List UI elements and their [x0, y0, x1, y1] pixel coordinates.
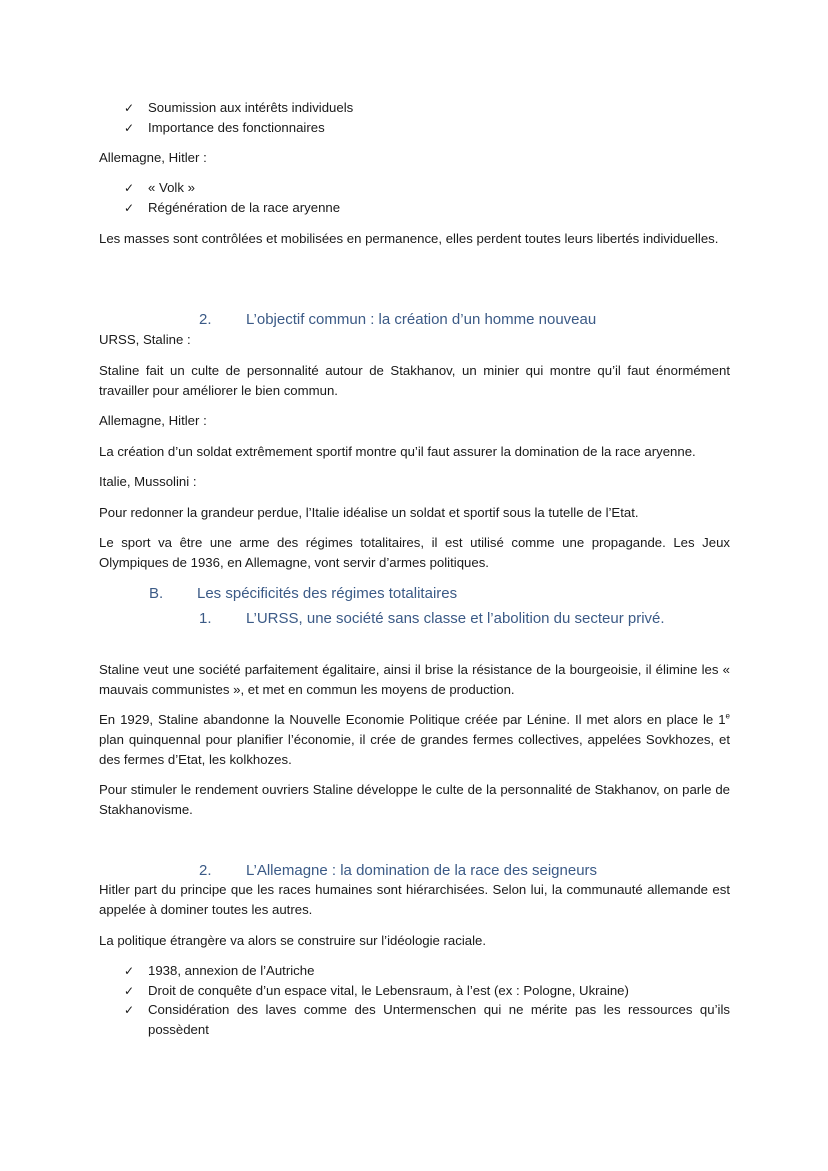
list-item-text: Importance des fonctionnaires	[148, 120, 325, 135]
paragraph-soldat: La création d’un soldat extrêmement sportif montre qu’il faut assurer la domination de la race aryenne.	[99, 444, 696, 459]
check-icon: ✓	[124, 181, 135, 195]
list-item-text: 1938, annexion de l’Autriche	[148, 963, 315, 978]
check-icon: ✓	[124, 101, 135, 115]
list-item-text: Droit de conquête d’un espace vital, le Lebensraum, à l’est (ex : Pologne, Ukraine)	[148, 983, 629, 998]
label-urss: URSS, Staline :	[99, 332, 191, 347]
list-item-text: Soumission aux intérêts individuels	[148, 100, 354, 115]
text: En 1929, Staline abandonne la Nouvelle Economie Politique créée par Lénine. Il met alors en place le 1	[99, 712, 726, 727]
paragraph-1929	[99, 710, 730, 770]
heading-title: L’Allemagne : la domination de la race des seigneurs	[246, 862, 598, 879]
paragraph-egalitaire: Staline veut une société parfaitement égalitaire, ainsi il brise la résistance de la bourgeoisie, il élimine les « mauvais communistes », et met en commun les moyens de production.	[99, 662, 730, 697]
paragraph-rendement: Pour stimuler le rendement ouvriers Staline développe le culte de la personnalité de Stakhanov, on parle de Stakhanovisme.	[99, 782, 730, 817]
paragraph-masses: Les masses sont contrôlées et mobilisées en permanence, elles perdent toutes leurs libertés individuelles.	[99, 231, 719, 246]
check-icon: ✓	[124, 201, 135, 215]
check-icon: ✓	[124, 1003, 135, 1017]
label-allemagne: Allemagne, Hitler :	[99, 150, 207, 165]
check-icon: ✓	[124, 121, 135, 135]
paragraph-politique: La politique étrangère va alors se construire sur l’idéologie raciale.	[99, 933, 487, 948]
heading-title: L’URSS, une société sans classe et l’abolition du secteur privé.	[246, 610, 665, 627]
list-item-text: Régénération de la race aryenne	[148, 200, 341, 215]
text: plan quinquennal pour planifier l’économie, il crée de grandes fermes collectives, appelées Sovkhozes, et des fermes d’Etat, les kolkhozes.	[99, 732, 730, 767]
list-item-text: Considération des laves comme des Untermenschen qui ne mérite pas les ressources qu’ils possèdent	[148, 1002, 730, 1037]
heading-number: 1.	[199, 610, 212, 627]
heading-title: L’objectif commun : la création d’un homme nouveau	[246, 311, 597, 328]
list-item-text: « Volk »	[148, 180, 195, 195]
check-icon: ✓	[124, 984, 135, 998]
superscript: e	[725, 711, 730, 721]
paragraph-stakhanov: Staline fait un culte de personnalité autour de Stakhanov, un minier qui montre qu’il faut énormément travailler pour améliorer le bien commun.	[99, 363, 730, 398]
label-allemagne: Allemagne, Hitler :	[99, 413, 207, 428]
paragraph-hitler: Hitler part du principe que les races humaines sont hiérarchisées. Selon lui, la communauté allemande est appelée à dominer toutes les autres.	[99, 882, 730, 917]
label-italie: Italie, Mussolini :	[99, 474, 197, 489]
heading-number: 2.	[199, 311, 212, 328]
paragraph-sport: Le sport va être une arme des régimes totalitaires, il est utilisé comme une propagande. Les Jeux Olympiques de 1936, en Allemagne, vont servir d’armes politiques.	[99, 535, 730, 570]
check-icon: ✓	[124, 964, 135, 978]
heading-number: B.	[149, 585, 164, 602]
paragraph-italie: Pour redonner la grandeur perdue, l’Italie idéalise un soldat et sportif sous la tutelle de l’Etat.	[99, 505, 639, 520]
heading-title: Les spécificités des régimes totalitaires	[197, 585, 458, 602]
heading-number: 2.	[199, 862, 212, 879]
